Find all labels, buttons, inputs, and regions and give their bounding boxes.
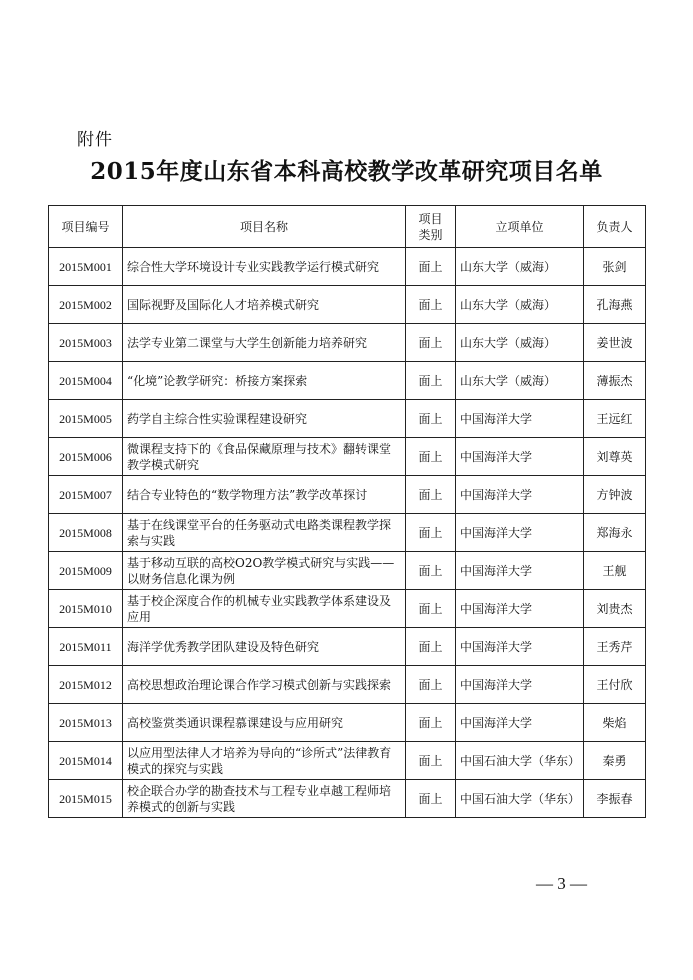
table-row xyxy=(49,248,646,286)
project-unit-cell: 中国海洋大学 xyxy=(456,476,584,514)
project-unit-cell: 中国石油大学（华东） xyxy=(456,780,584,818)
project-category-cell: 面上 xyxy=(406,704,456,742)
project-category-cell: 面上 xyxy=(406,286,456,324)
project-unit-cell: 山东大学（威海） xyxy=(456,324,584,362)
project-leader-cell: 秦勇 xyxy=(584,742,646,780)
project-category-cell: 面上 xyxy=(406,666,456,704)
project-leader-cell: 王付欣 xyxy=(584,666,646,704)
project-leader-cell: 张剑 xyxy=(584,248,646,286)
project-code-cell: 2015M014 xyxy=(49,742,123,780)
project-leader-cell: 刘贵杰 xyxy=(584,590,646,628)
project-leader-cell: 孔海燕 xyxy=(584,286,646,324)
header-code: 项目编号 xyxy=(49,206,123,248)
project-category-cell: 面上 xyxy=(406,400,456,438)
project-unit-cell: 中国海洋大学 xyxy=(456,704,584,742)
header-category-line1: 项目 xyxy=(418,211,443,226)
project-name-cell: 国际视野及国际化人才培养模式研究 xyxy=(123,286,406,324)
table-row xyxy=(49,400,646,438)
project-name-cell: “化境”论教学研究：桥接方案探索 xyxy=(123,362,406,400)
project-name-cell: 微课程支持下的《食品保藏原理与技术》翻转课堂教学模式研究 xyxy=(123,438,406,476)
header-name: 项目名称 xyxy=(123,206,406,248)
header-unit: 立项单位 xyxy=(456,206,584,248)
project-name-cell: 基于在线课堂平台的任务驱动式电路类课程教学探索与实践 xyxy=(123,514,406,552)
project-leader-cell: 王舰 xyxy=(584,552,646,590)
project-leader-cell: 李振春 xyxy=(584,780,646,818)
project-code-cell: 2015M005 xyxy=(49,400,123,438)
table-row xyxy=(49,362,646,400)
project-leader-cell: 柴焰 xyxy=(584,704,646,742)
page-number: — 3 — xyxy=(536,874,587,893)
project-unit-cell: 中国石油大学（华东） xyxy=(456,742,584,780)
project-code-cell: 2015M010 xyxy=(49,590,123,628)
header-category-line2: 类别 xyxy=(418,227,443,242)
project-table xyxy=(48,205,646,818)
project-code-cell: 2015M007 xyxy=(49,476,123,514)
project-name-cell: 结合专业特色的“数学物理方法”教学改革探讨 xyxy=(123,476,406,514)
project-category-cell: 面上 xyxy=(406,780,456,818)
table-row xyxy=(49,704,646,742)
project-code-cell: 2015M009 xyxy=(49,552,123,590)
project-category-cell: 面上 xyxy=(406,362,456,400)
table-row xyxy=(49,286,646,324)
project-leader-cell: 郑海永 xyxy=(584,514,646,552)
attachment-label: 附件 xyxy=(77,130,113,150)
table-row xyxy=(49,628,646,666)
project-code-cell: 2015M002 xyxy=(49,286,123,324)
table-row xyxy=(49,324,646,362)
project-name-cell: 高校鉴赏类通识课程慕课建设与应用研究 xyxy=(123,704,406,742)
project-code-cell: 2015M012 xyxy=(49,666,123,704)
project-category-cell: 面上 xyxy=(406,552,456,590)
project-name-cell: 药学自主综合性实验课程建设研究 xyxy=(123,400,406,438)
table-row xyxy=(49,438,646,476)
project-category-cell: 面上 xyxy=(406,590,456,628)
project-category-cell: 面上 xyxy=(406,248,456,286)
table-row xyxy=(49,514,646,552)
project-code-cell: 2015M003 xyxy=(49,324,123,362)
project-code-cell: 2015M008 xyxy=(49,514,123,552)
table-row xyxy=(49,666,646,704)
project-code-cell: 2015M001 xyxy=(49,248,123,286)
project-code-cell: 2015M013 xyxy=(49,704,123,742)
project-category-cell: 面上 xyxy=(406,742,456,780)
project-category-cell: 面上 xyxy=(406,438,456,476)
project-leader-cell: 王远红 xyxy=(584,400,646,438)
table-header-row xyxy=(49,206,646,248)
header-leader: 负责人 xyxy=(584,206,646,248)
header-category xyxy=(406,206,456,248)
project-name-cell: 校企联合办学的勘查技术与工程专业卓越工程师培养模式的创新与实践 xyxy=(123,780,406,818)
project-category-cell: 面上 xyxy=(406,324,456,362)
table-row xyxy=(49,742,646,780)
project-code-cell: 2015M006 xyxy=(49,438,123,476)
project-unit-cell: 中国海洋大学 xyxy=(456,552,584,590)
project-unit-cell: 山东大学（威海） xyxy=(456,248,584,286)
project-unit-cell: 中国海洋大学 xyxy=(456,628,584,666)
table-row xyxy=(49,590,646,628)
table-row xyxy=(49,476,646,514)
project-unit-cell: 中国海洋大学 xyxy=(456,590,584,628)
project-unit-cell: 中国海洋大学 xyxy=(456,438,584,476)
project-name-cell: 综合性大学环境设计专业实践教学运行模式研究 xyxy=(123,248,406,286)
table-row xyxy=(49,552,646,590)
project-unit-cell: 中国海洋大学 xyxy=(456,400,584,438)
project-leader-cell: 方钟波 xyxy=(584,476,646,514)
project-name-cell: 法学专业第二课堂与大学生创新能力培养研究 xyxy=(123,324,406,362)
project-name-cell: 基于移动互联的高校O2O教学模式研究与实践——以财务信息化课为例 xyxy=(123,552,406,590)
project-code-cell: 2015M011 xyxy=(49,628,123,666)
project-name-cell: 海洋学优秀教学团队建设及特色研究 xyxy=(123,628,406,666)
project-category-cell: 面上 xyxy=(406,514,456,552)
project-category-cell: 面上 xyxy=(406,628,456,666)
project-code-cell: 2015M015 xyxy=(49,780,123,818)
project-leader-cell: 姜世波 xyxy=(584,324,646,362)
project-name-cell: 高校思想政治理论课合作学习模式创新与实践探索 xyxy=(123,666,406,704)
project-name-cell: 基于校企深度合作的机械专业实践教学体系建设及应用 xyxy=(123,590,406,628)
project-leader-cell: 王秀芹 xyxy=(584,628,646,666)
table-row xyxy=(49,780,646,818)
project-unit-cell: 中国海洋大学 xyxy=(456,666,584,704)
project-unit-cell: 山东大学（威海） xyxy=(456,286,584,324)
project-name-cell: 以应用型法律人才培养为导向的“诊所式”法律教育模式的探究与实践 xyxy=(123,742,406,780)
project-unit-cell: 山东大学（威海） xyxy=(456,362,584,400)
project-leader-cell: 刘尊英 xyxy=(584,438,646,476)
document-title: 2015年度山东省本科高校教学改革研究项目名单 xyxy=(90,158,603,185)
project-code-cell: 2015M004 xyxy=(49,362,123,400)
project-leader-cell: 薄振杰 xyxy=(584,362,646,400)
project-category-cell: 面上 xyxy=(406,476,456,514)
project-unit-cell: 中国海洋大学 xyxy=(456,514,584,552)
